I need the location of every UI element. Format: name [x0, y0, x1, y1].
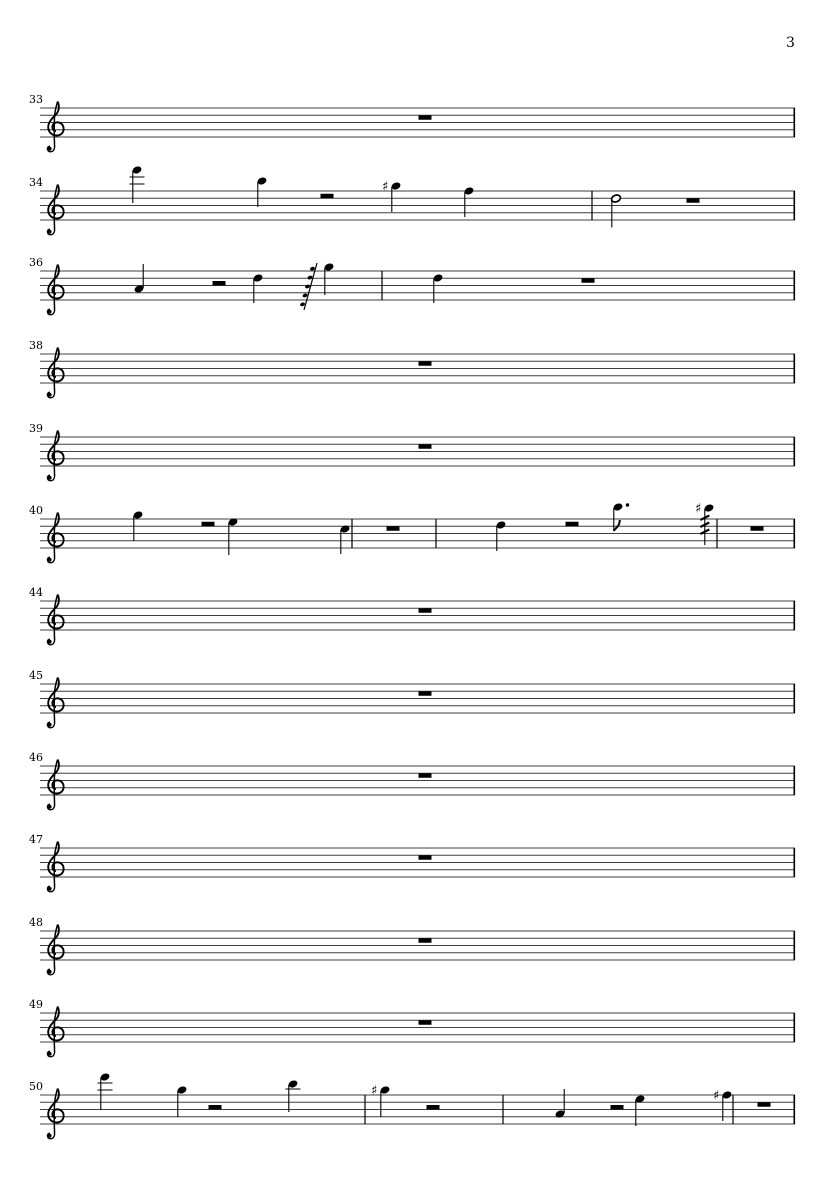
page-number: 3: [786, 35, 795, 51]
measure-number: 39: [29, 422, 43, 435]
treble-clef-icon: [47, 102, 63, 152]
treble-clef-icon: [47, 760, 63, 810]
half-rest: [427, 1105, 440, 1110]
staff-system-33: [29, 93, 795, 152]
whole-rest: [687, 198, 700, 203]
whole-rest: [419, 444, 432, 449]
note: [371, 1084, 390, 1118]
note: [496, 520, 507, 551]
note: [133, 510, 144, 541]
whole-rest: [582, 278, 595, 283]
half-rest: [209, 1105, 222, 1110]
whole-rest: [758, 1102, 771, 1107]
measure-number: 48: [29, 916, 43, 929]
measure-number: 36: [29, 256, 43, 269]
note: [130, 165, 145, 203]
whole-rest: [419, 691, 432, 696]
measure-number: 50: [29, 1080, 43, 1093]
staff-system-49: [29, 998, 795, 1057]
whole-rest: [419, 608, 432, 613]
staff-system-48: [29, 916, 795, 975]
measure-number: 45: [29, 669, 43, 682]
half-rest: [213, 281, 226, 286]
whole-rest: [419, 938, 432, 943]
treble-clef-icon: [47, 595, 63, 645]
staff-system-47: [29, 833, 795, 892]
staff-system-39: [29, 422, 795, 481]
note: [134, 264, 145, 294]
note: [635, 1094, 646, 1126]
whole-rest: [419, 361, 432, 366]
staff-system-46: [29, 751, 795, 810]
treble-clef-icon: [47, 1007, 63, 1057]
measure-number: 47: [29, 833, 43, 846]
sharp-accidental: ♯: [695, 501, 702, 517]
note: [253, 273, 264, 303]
treble-clef-icon: [47, 925, 63, 975]
measure-number: 33: [29, 93, 43, 106]
measure-number: 34: [29, 176, 43, 189]
sharp-accidental: ♯: [382, 179, 389, 195]
treble-clef-icon: [47, 513, 63, 563]
half-rest: [611, 1105, 624, 1110]
eighth-flag: [614, 520, 620, 531]
note: [611, 194, 622, 228]
treble-clef-icon: [47, 185, 63, 235]
note: [257, 176, 268, 207]
grace-note-run: [300, 263, 317, 310]
sharp-accidental: ♯: [371, 1083, 378, 1099]
staff-system-40: [29, 502, 795, 563]
whole-rest: [387, 526, 400, 531]
measure-number: 40: [29, 504, 43, 517]
measure-number: 46: [29, 751, 43, 764]
note: [713, 1089, 732, 1122]
note: [286, 1079, 301, 1112]
staff-system-36: [29, 256, 795, 315]
note: [433, 273, 444, 303]
measure-number: 38: [29, 339, 43, 352]
note: [177, 1085, 188, 1117]
half-rest: [566, 522, 579, 527]
staff-system-38: [29, 339, 795, 398]
whole-rest: [419, 1020, 432, 1025]
treble-clef-icon: [47, 431, 63, 481]
measure-number: 44: [29, 586, 43, 599]
note: [555, 1089, 566, 1119]
note: [98, 1072, 113, 1110]
staff-system-45: [29, 669, 795, 728]
treble-clef-icon: [47, 1089, 63, 1139]
staff-system-34: [29, 165, 795, 235]
whole-rest: [419, 855, 432, 860]
whole-rest: [419, 115, 432, 120]
note: [340, 524, 351, 554]
half-rest: [202, 522, 215, 527]
whole-rest: [419, 773, 432, 778]
augmentation-dot: [626, 503, 629, 506]
measure-number: 49: [29, 998, 43, 1011]
note: [382, 180, 401, 213]
note: [695, 502, 714, 546]
treble-clef-icon: [47, 348, 63, 398]
treble-clef-icon: [47, 265, 63, 315]
sharp-accidental: ♯: [713, 1088, 720, 1104]
half-rest: [321, 194, 334, 199]
treble-clef-icon: [47, 842, 63, 892]
note: [228, 517, 239, 555]
treble-clef-icon: [47, 678, 63, 728]
staff-system-44: [29, 586, 795, 645]
whole-rest: [751, 526, 764, 531]
staff-system-50: [29, 1072, 795, 1139]
